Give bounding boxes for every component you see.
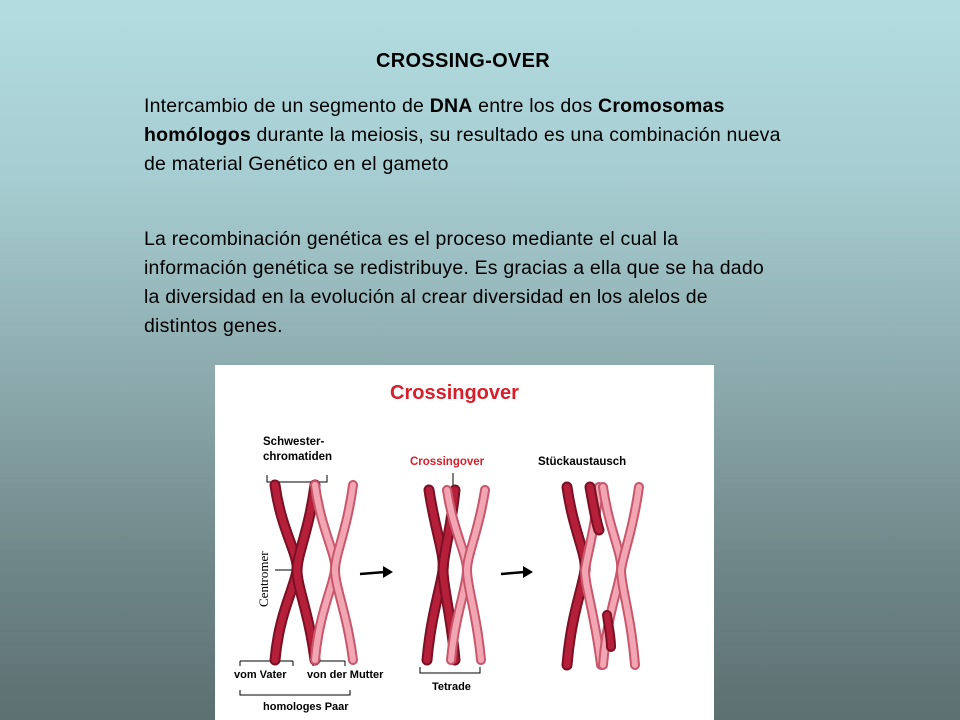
definition-text-1: Intercambio de un segmento de (144, 95, 430, 117)
stage2-chromosomes (427, 490, 485, 660)
definition-text-3: durante la meiosis, su resultado es una combinación nueva de material Genético en el gameto (144, 124, 781, 175)
stage3-chromosomes (567, 487, 639, 665)
homologous-bracket (240, 690, 350, 695)
exchange-label: Stückaustausch (538, 456, 627, 468)
tetrad-label: Tetrade (432, 681, 471, 693)
crossover-label: Crossingover (410, 456, 485, 468)
mother-label: von der Mutter (307, 669, 384, 681)
stage1-chromosomes (275, 485, 353, 660)
definition-bold-chromosomes: Cromosomas homólogos (144, 95, 725, 146)
recombination-paragraph: La recombinación genética es el proceso mediante el cual la información genética se redistribuye. Es gracias a ella que se ha dado la diversidad en la evolución al crear diversidad en los alelos de distintos genes. (144, 228, 764, 337)
figure-title: Crossingover (390, 382, 519, 404)
homologous-pair-label: homologes Paar (263, 701, 349, 713)
crossingover-figure (215, 365, 714, 720)
definition-bold-dna: DNA (429, 95, 473, 117)
definition-paragraph (144, 92, 784, 179)
crossingover-diagram (215, 365, 714, 720)
tetrad-bracket (420, 667, 480, 673)
centromere-label: Centromer (256, 551, 271, 607)
sister-chromatids-label-1: Schwester- (263, 436, 325, 448)
father-bracket (240, 661, 293, 666)
arrow-1 (360, 566, 393, 578)
definition-text-2: entre los dos (472, 95, 599, 117)
sister-chromatids-label-2: chromatiden (263, 451, 333, 463)
father-label: vom Vater (234, 669, 287, 681)
slide-title: CROSSING-OVER (376, 50, 550, 72)
arrow-2 (501, 566, 533, 578)
